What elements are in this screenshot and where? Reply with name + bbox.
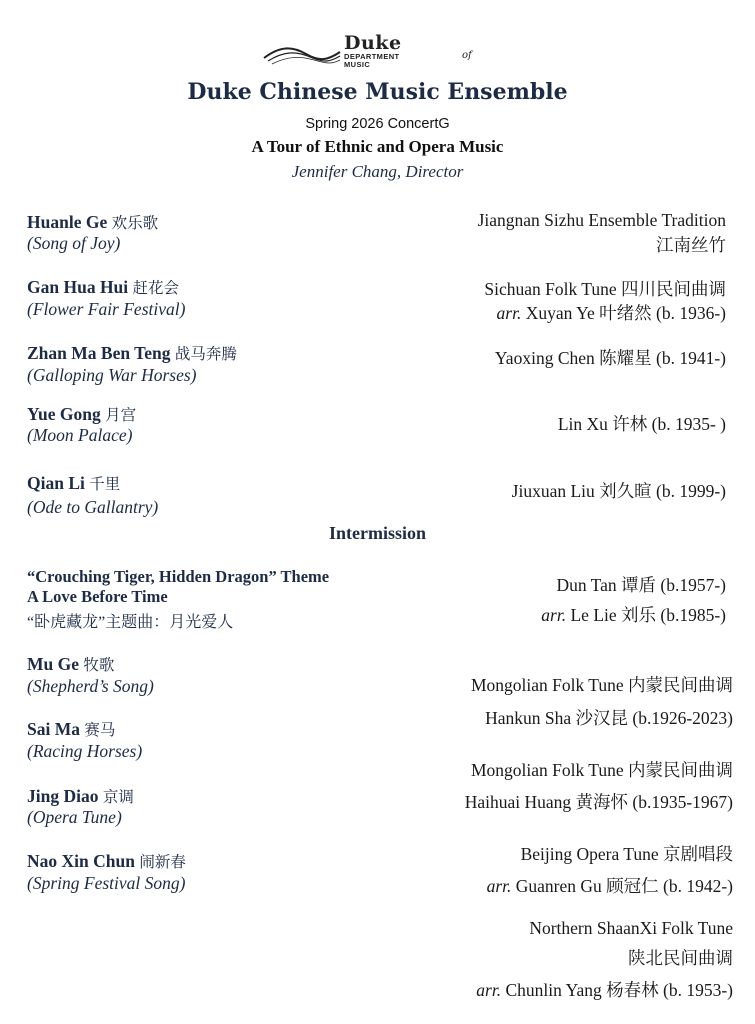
arranger-name: Chunlin Yang 杨春林 (b. 1953-) bbox=[501, 980, 733, 1000]
piece-title-pinyin: Huanle Ge bbox=[27, 212, 108, 232]
piece-title-chinese: 月宫 bbox=[105, 407, 137, 424]
piece-english-title: (Shepherd’s Song) bbox=[27, 676, 154, 696]
logo-duke-text: Duke bbox=[344, 32, 402, 54]
piece-title-pinyin: Nao Xin Chun bbox=[27, 851, 135, 871]
composer-credit: Hankun Sha 沙汉昆 (b.1926-2023) bbox=[485, 708, 733, 728]
piece-title-pinyin: Zhan Ma Ben Teng bbox=[27, 343, 171, 363]
piece-title-chinese: “卧虎藏龙”主题曲：月光爱人 bbox=[27, 614, 234, 631]
arranger-name: Guanren Gu 顾冠仁 (b. 1942-) bbox=[511, 876, 733, 896]
arranger-credit bbox=[497, 300, 726, 325]
arranger-credit bbox=[476, 977, 733, 1002]
arranger-credit bbox=[541, 602, 726, 627]
piece-title bbox=[27, 403, 136, 425]
director-line: Jennifer Chang, Director bbox=[291, 162, 464, 181]
composer-credit: Northern ShaanXi Folk Tune bbox=[529, 918, 733, 938]
intermission-heading: Intermission bbox=[328, 523, 426, 543]
wave-logo-icon bbox=[262, 44, 342, 66]
piece-title bbox=[27, 653, 114, 675]
piece-title-chinese: 欢乐歌 bbox=[111, 215, 159, 232]
arranger-credit bbox=[487, 873, 733, 898]
piece-title-pinyin: Yue Gong bbox=[27, 404, 101, 424]
piece-title-pinyin: Sai Ma bbox=[27, 719, 80, 739]
piece-title-pinyin: Mu Ge bbox=[27, 654, 80, 674]
piece-title bbox=[27, 718, 115, 740]
piece-title-pinyin: Gan Hua Hui bbox=[27, 277, 129, 297]
piece-title-pinyin: Jing Diao bbox=[27, 786, 99, 806]
piece-title-chinese: 赶花会 bbox=[132, 280, 180, 297]
piece-subtitle: A Love Before Time bbox=[27, 587, 168, 606]
piece-title bbox=[27, 211, 158, 233]
composer-credit-chinese: 陕北民间曲调 bbox=[628, 948, 733, 968]
arr-label: arr. bbox=[486, 876, 512, 896]
composer-credit: Sichuan Folk Tune 四川民间曲调 bbox=[484, 279, 726, 299]
composer-credit: Jiangnan Sizhu Ensemble Tradition bbox=[477, 210, 726, 230]
piece-english-title: (Galloping War Horses) bbox=[27, 365, 197, 385]
composer-credit: Jiuxuan Liu 刘久暄 (b. 1999-) bbox=[511, 481, 726, 501]
ensemble-title: Duke Chinese Music Ensemble bbox=[187, 79, 568, 105]
piece-title bbox=[27, 276, 179, 298]
logo-dept-line2: MUSIC bbox=[344, 60, 371, 69]
piece-title-pinyin: Qian Li bbox=[27, 473, 85, 493]
piece-title bbox=[27, 785, 134, 807]
logo-dept-line1: DEPARTMENT bbox=[344, 52, 400, 61]
piece-title bbox=[27, 850, 186, 872]
arr-label: arr. bbox=[541, 605, 567, 625]
arranger-name: Xuyan Ye 叶绪然 (b. 1936-) bbox=[521, 303, 726, 323]
composer-credit: Yaoxing Chen 陈耀星 (b. 1941-) bbox=[494, 348, 726, 368]
piece-title-chinese: 赛马 bbox=[84, 722, 116, 739]
piece-english-title: (Opera Tune) bbox=[27, 807, 122, 827]
piece-english-title: (Moon Palace) bbox=[27, 425, 133, 445]
composer-credit: Dun Tan 谭盾 (b.1957-) bbox=[556, 575, 726, 595]
composer-credit: Haihuai Huang 黄海怀 (b.1935-1967) bbox=[464, 792, 733, 812]
piece-english-title: (Ode to Gallantry) bbox=[27, 497, 159, 517]
composer-credit: Beijing Opera Tune 京剧唱段 bbox=[520, 844, 733, 864]
piece-title-chinese: 京调 bbox=[102, 789, 134, 806]
piece-english-title: (Flower Fair Festival) bbox=[27, 299, 186, 319]
composer-credit: Mongolian Folk Tune 内蒙民间曲调 bbox=[470, 675, 733, 695]
arr-label: arr. bbox=[496, 303, 522, 323]
concert-subtitle: Spring 2026 ConcertG bbox=[305, 116, 450, 132]
logo-of-text: of bbox=[462, 50, 472, 61]
logo-dept-text bbox=[344, 53, 400, 69]
piece-english-title: (Racing Horses) bbox=[27, 741, 143, 761]
composer-credit: Mongolian Folk Tune 内蒙民间曲调 bbox=[470, 760, 733, 780]
duke-music-logo bbox=[262, 32, 492, 76]
piece-title-chinese: 千里 bbox=[89, 476, 121, 493]
piece-title bbox=[27, 472, 120, 494]
piece-title-chinese: 闹新春 bbox=[139, 854, 186, 871]
piece-title bbox=[27, 342, 237, 364]
piece-english-title: (Song of Joy) bbox=[27, 233, 121, 253]
piece-title: “Crouching Tiger, Hidden Dragon” Theme bbox=[27, 567, 330, 586]
piece-english-title: (Spring Festival Song) bbox=[27, 873, 186, 893]
composer-credit-chinese: 江南丝竹 bbox=[656, 235, 726, 255]
concert-theme: A Tour of Ethnic and Opera Music bbox=[251, 137, 504, 156]
piece-title-chinese: 牧歌 bbox=[83, 657, 115, 674]
arr-label: arr. bbox=[476, 980, 502, 1000]
arranger-name: Le Lie 刘乐 (b.1985-) bbox=[566, 605, 726, 625]
composer-credit: Lin Xu 许林 (b. 1935- ) bbox=[557, 414, 726, 434]
piece-title-chinese: 战马奔腾 bbox=[174, 346, 237, 363]
